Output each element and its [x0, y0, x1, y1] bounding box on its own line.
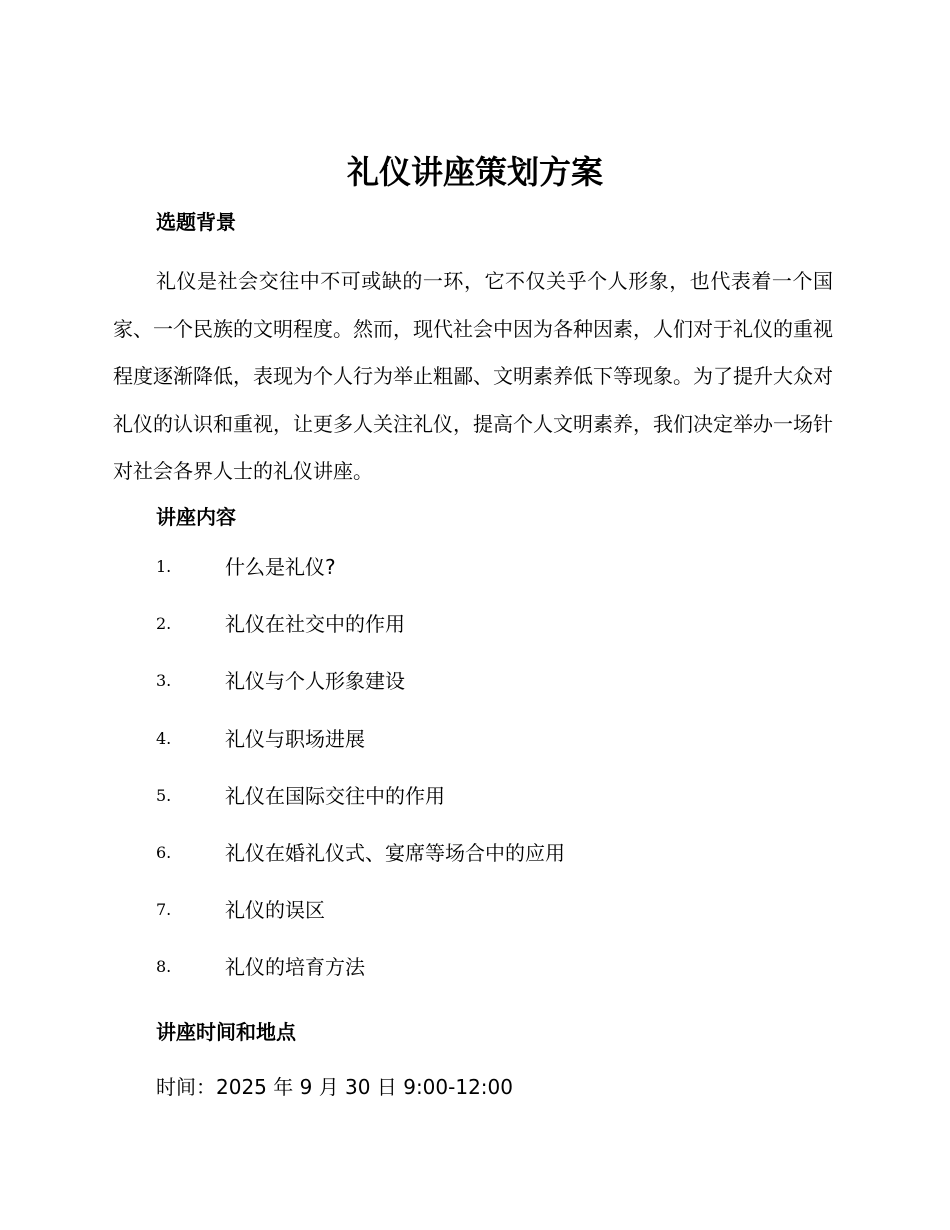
list-item-text: 礼仪与个人形象建设: [225, 669, 405, 694]
list-item-number: 2.: [156, 614, 172, 634]
list-item-number: 1.: [156, 557, 172, 576]
lecture-time: 时间：2025 年 9 月 30 日 9:00-12:00: [156, 1075, 513, 1099]
lecture-content-list: [156, 553, 565, 1011]
list-item-text: 礼仪在婚礼仪式、宴席等场合中的应用: [225, 840, 565, 865]
list-item-text: 礼仪的误区: [225, 898, 325, 923]
list-item-text: 礼仪与职场进展: [225, 726, 365, 751]
list-item-text: 礼仪的培育方法: [225, 955, 365, 980]
list-item-number: 7.: [156, 900, 172, 920]
document-title: 礼仪讲座策划方案: [346, 153, 603, 191]
list-item: [156, 839, 565, 896]
list-item-number: 5.: [156, 785, 172, 805]
list-item-number: 6.: [156, 842, 172, 862]
list-item-number: 4.: [156, 728, 172, 748]
background-paragraph: 礼仪是社会交往中不可或缺的一环，它不仅关乎个人形象，也代表着一个国家、一个民族的文明程度。然而，现代社会中因为各种因素，人们对于礼仪的重视程度逐渐降低，表现为个人行为举止粗鄙、文明素养低下等现象。为了提升大众对礼仪的认识和重视，让更多人关注礼仪，提高个人文明素养，我们决定举办一场针对社会各界人士的礼仪讲座。: [113, 269, 833, 483]
section-heading-time-place: 讲座时间和地点: [156, 1020, 296, 1044]
section-heading-background: 选题背景: [156, 210, 236, 234]
list-item-text: 礼仪在社交中的作用: [225, 612, 405, 637]
list-item: [156, 782, 565, 839]
section-heading-content: 讲座内容: [156, 505, 236, 529]
list-item: [156, 667, 565, 724]
list-item-text: 礼仪在国际交往中的作用: [225, 783, 445, 808]
list-item: [156, 896, 565, 953]
list-item: [156, 610, 565, 667]
list-item-text: 什么是礼仪?: [225, 555, 336, 579]
list-item: [156, 953, 565, 1010]
list-item: [156, 553, 565, 610]
list-item: [156, 725, 565, 782]
list-item-number: 3.: [156, 671, 172, 691]
list-item-number: 8.: [156, 957, 172, 977]
